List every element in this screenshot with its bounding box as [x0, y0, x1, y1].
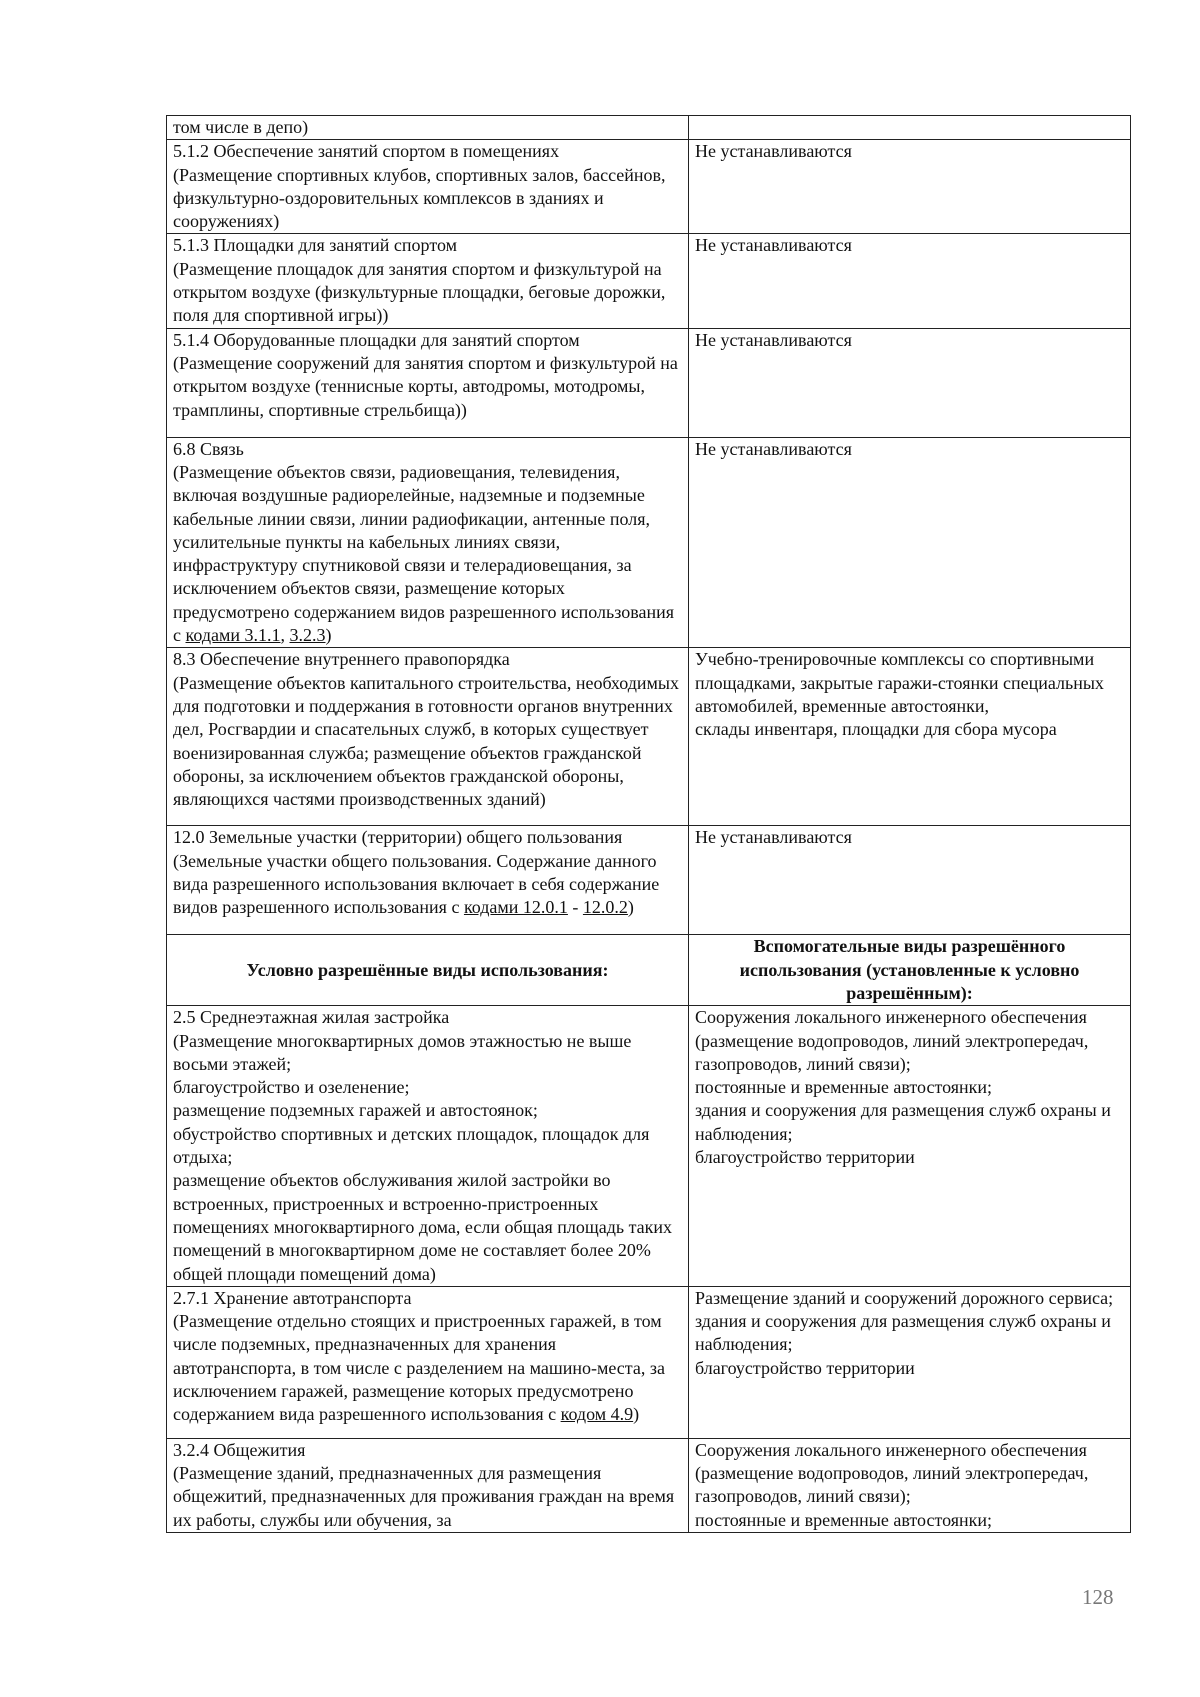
table-row: [167, 1286, 1131, 1438]
parameters-cell-line: здания и сооружения для размещения служб охраны и наблюдения;: [695, 1100, 1111, 1144]
table-row: [167, 116, 1131, 140]
conditional-uses-heading: Условно разрешённые виды использования:: [167, 935, 689, 1006]
use-type-cell: [167, 116, 689, 140]
use-type-cell-line: 8.3 Обеспечение внутреннего правопорядка: [173, 649, 510, 670]
parameters-cell: [689, 328, 1131, 437]
use-type-cell-line: (Размещение площадок для занятия спортом и физкультурой на открытом воздухе (физкультурные площадки, беговые дорожки, поля для спортивной игры)): [173, 258, 666, 326]
use-type-cell: [167, 1006, 689, 1287]
use-type-cell: [167, 328, 689, 437]
use-type-cell-line: (Размещение объектов связи, радиовещания, телевидения, включая воздушные радиорелейные, надземные и подземные кабельные линии связи, линии радиофикации, антенные поля, усилительные пункты на кабельных линиях связи, инфраструктуру спутниковой связи и телерадиовещания, за исключением объектов связи, размещение которых предусмотрено содержанием видов разрешенного использования с кодами 3.1.1, 3.2.3): [173, 461, 675, 646]
parameters-cell: [689, 826, 1131, 935]
use-type-cell-line: обустройство спортивных и детских площадок, площадок для отдыха;: [173, 1123, 650, 1168]
link-separator: -: [567, 897, 583, 918]
parameters-cell-line: благоустройство территории: [695, 1147, 915, 1168]
table-row: [167, 1438, 1131, 1532]
use-type-cell-line: 12.0 Земельные участки (территории) общего пользования: [173, 827, 623, 848]
parameters-cell-line: благоустройство территории: [695, 1357, 915, 1378]
auxiliary-uses-heading: Вспомогательные виды разрешённого использования (установленные к условно разрешённым):: [689, 935, 1131, 1006]
link-separator: ): [633, 1404, 640, 1425]
table-row: [167, 648, 1131, 826]
parameters-cell: [689, 437, 1131, 648]
parameters-cell: [689, 116, 1131, 140]
parameters-cell-line: Не устанавливаются: [695, 827, 852, 848]
parameters-cell-line: постоянные и временные автостоянки;: [695, 1509, 993, 1530]
parameters-cell-line: Не устанавливаются: [695, 141, 852, 162]
code-link[interactable]: кодами 3.1.1: [185, 625, 281, 646]
use-type-cell: [167, 826, 689, 935]
table-row: [167, 437, 1131, 648]
code-link[interactable]: кодами 12.0.1: [463, 897, 568, 918]
use-type-cell: [167, 1286, 689, 1438]
parameters-cell-line: Не устанавливаются: [695, 438, 852, 459]
parameters-cell: [689, 140, 1131, 234]
table-row: [167, 1006, 1131, 1287]
use-type-cell: [167, 648, 689, 826]
parameters-cell-line: Учебно-тренировочные комплексы со спортивными площадками, закрытые гаражи-стоянки специальных автомобилей, временные автостоянки,: [695, 649, 1104, 716]
link-separator: ): [627, 897, 634, 918]
parameters-cell: [689, 1438, 1131, 1532]
use-type-cell: [167, 437, 689, 648]
section-header-row: [167, 935, 1131, 1006]
page-number: 128: [1082, 1585, 1114, 1609]
code-link[interactable]: кодом 4.9: [560, 1404, 634, 1425]
use-type-cell-line: 5.1.2 Обеспечение занятий спортом в помещениях: [173, 141, 560, 162]
parameters-cell-line: Сооружения локального инженерного обеспечения (размещение водопроводов, линий электропередач, газопроводов, линий связи);: [695, 1007, 1089, 1074]
parameters-cell-line: Размещение зданий и сооружений дорожного сервиса;: [695, 1287, 1114, 1308]
use-type-cell-line: размещение объектов обслуживания жилой застройки во встроенных, пристроенных и встроенно-пристроенных помещениях многоквартирного дома, если общая площадь таких помещений в многоквартирном доме не составляет более 20% общей площади помещений дома): [173, 1170, 673, 1284]
use-type-cell: [167, 140, 689, 234]
parameters-cell: [689, 1006, 1131, 1287]
use-type-cell-line: 5.1.4 Оборудованные площадки для занятий спортом: [173, 329, 580, 350]
parameters-cell-line: склады инвентаря, площадки для сбора мусора: [695, 719, 1057, 740]
code-link[interactable]: 3.2.3: [289, 625, 326, 646]
table-row: [167, 328, 1131, 437]
link-separator: ,: [280, 625, 290, 646]
parameters-cell-line: здания и сооружения для размещения служб охраны и наблюдения;: [695, 1311, 1111, 1355]
use-type-cell: [167, 1438, 689, 1532]
use-type-cell-line: 3.2.4 Общежития: [173, 1439, 306, 1460]
use-type-cell-line: 2.5 Среднеэтажная жилая застройка: [173, 1007, 450, 1028]
use-type-cell-line: (Земельные участки общего пользования. Содержание данного вида разрешенного использования включает в себя содержание видов разрешенного использования с кодами 12.0.1 - 12.0.2): [173, 850, 660, 918]
use-type-cell-line: размещение подземных гаражей и автостоянок;: [173, 1100, 538, 1121]
use-type-cell-line: (Размещение многоквартирных домов этажностью не выше восьми этажей;: [173, 1030, 632, 1074]
table-row: [167, 826, 1131, 935]
parameters-cell: [689, 648, 1131, 826]
parameters-cell: [689, 234, 1131, 328]
use-type-cell-line: 6.8 Связь: [173, 438, 244, 459]
parameters-cell: [689, 1286, 1131, 1438]
use-type-cell-line: (Размещение спортивных клубов, спортивных залов, бассейнов, физкультурно-оздоровительных комплексов в зданиях и сооружениях): [173, 164, 666, 232]
use-type-cell-line: (Размещение сооружений для занятия спортом и физкультурой на открытом воздухе (теннисные корты, автодромы, мотодромы, трамплины, спортивные стрельбища)): [173, 352, 678, 420]
use-type-cell: [167, 234, 689, 328]
parameters-cell-line: Не устанавливаются: [695, 235, 852, 256]
zoning-table: [166, 115, 1131, 1533]
parameters-cell-line: Сооружения локального инженерного обеспечения (размещение водопроводов, линий электропередач, газопроводов, линий связи);: [695, 1439, 1089, 1507]
code-link[interactable]: 12.0.2: [582, 897, 628, 918]
use-type-cell-line: благоустройство и озеленение;: [173, 1077, 410, 1098]
use-type-cell-line: 2.7.1 Хранение автотранспорта: [173, 1287, 412, 1308]
use-type-cell-line: 5.1.3 Площадки для занятий спортом: [173, 235, 457, 256]
parameters-cell-line: постоянные и временные автостоянки;: [695, 1077, 993, 1098]
use-type-cell-line: (Размещение зданий, предназначенных для размещения общежитий, предназначенных для проживания граждан на время их работы, службы или обучения, за: [173, 1463, 675, 1530]
table-row: [167, 140, 1131, 234]
use-type-cell-line: (Размещение объектов капитального строительства, необходимых для подготовки и поддержания в готовности органов внутренних дел, Росгвардии и спасательных служб, в которых существует военизированная служба; размещение объектов гражданской обороны, за исключением объектов гражданской обороны, являющихся частями производственных зданий): [173, 672, 679, 810]
link-separator: ): [325, 625, 332, 646]
table-row: [167, 234, 1131, 328]
use-type-cell-line: том числе в депо): [173, 117, 309, 137]
parameters-cell-line: Не устанавливаются: [695, 329, 852, 350]
use-type-cell-line: (Размещение отдельно стоящих и пристроенных гаражей, в том числе подземных, предназначенных для хранения автотранспорта, в том числе с разделением на машино-места, за исключением гаражей, размещение которых предусмотрено содержанием вида разрешенного использования с кодом 4.9): [173, 1311, 665, 1425]
